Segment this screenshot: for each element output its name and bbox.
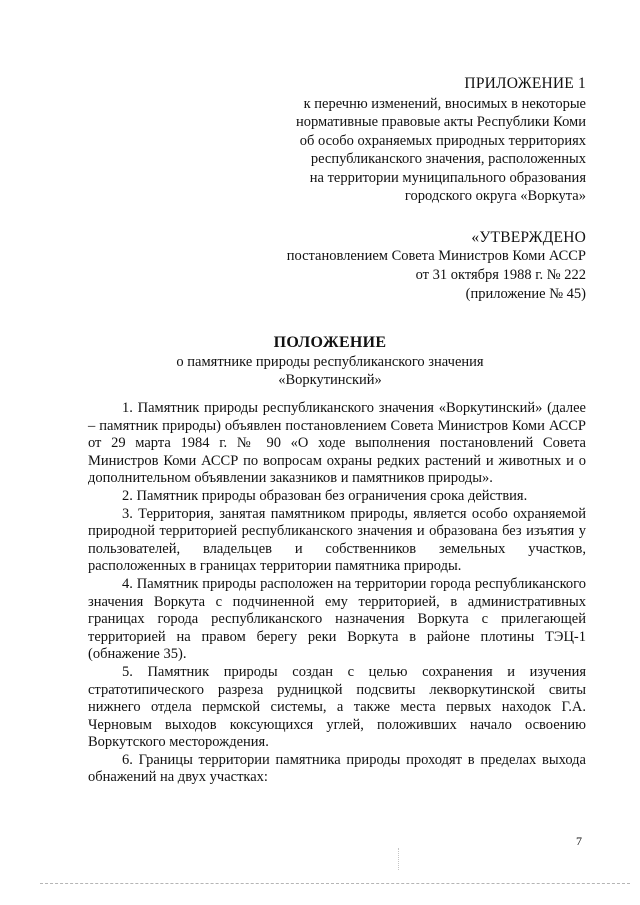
document-heading [60, 333, 600, 389]
paragraph-6: 6. Границы территории памятника природы проходят в пределах выхода обнажений на двух участках: [88, 751, 586, 786]
paragraph-2: 2. Памятник природы образован без ограничения срока действия. [122, 487, 528, 504]
document-subtitle-line: о памятнике природы республиканского значения [176, 354, 484, 370]
approval-line: (приложение № 45) [465, 286, 586, 302]
scan-artifact-line [40, 883, 630, 884]
scan-artifact-mark [398, 848, 399, 870]
appendix-line: к перечню изменений, вносимых в некоторые [303, 95, 586, 112]
approval-line: от 31 октября 1988 г. № 222 [415, 267, 586, 283]
approval-title: «УТВЕРЖДЕНО [471, 229, 586, 246]
approval-line: постановлением Совета Министров Коми АССР [286, 248, 586, 264]
appendix-line: на территории муниципального образования [309, 169, 586, 186]
page-number: 7 [576, 834, 582, 848]
appendix-line: нормативные правовые акты Республики Коми [296, 114, 586, 130]
document-subtitle-line: «Воркутинский» [278, 372, 382, 388]
appendix-title: ПРИЛОЖЕНИЕ 1 [464, 75, 586, 92]
paragraph-5: 5. Памятник природы создан с целью сохранения и изучения стратотипического разреза рудницкой подсвиты лекворкутинской свиты нижнего отдела пермской системы, а также места первых находок Г.А. Черновым выходов коксующихся углей, положивших начало освоению Воркутского месторождения. [88, 663, 586, 751]
paragraph-1: 1. Памятник природы республиканского значения «Воркутинский» (далее – памятник природы) объявлен постановлением Совета Министров Коми АССР от 29 марта 1984 г. № 90 «О ходе выполнения постановлений Совета Министров Коми АССР по вопросам охраны редких растений и животных и о дополнительном объявлении заказников и памятников природы». [88, 400, 586, 487]
appendix-line: республиканского значения, расположенных [310, 151, 586, 167]
document-title: ПОЛОЖЕНИЕ [273, 334, 387, 351]
appendix-line: об особо охраняемых природных территориях [299, 132, 586, 149]
paragraph-4: 4. Памятник природы расположен на территории города республиканского значения Воркута с подчиненной ему территорией, в административных границах города республиканского назначения Воркута с прилегающей территорией на правом берегу реки Воркута в районе плотины ТЭЦ-1 (обнажение 35). [88, 575, 586, 663]
document-body [88, 400, 586, 787]
appendix-line: городского округа «Воркута» [404, 188, 586, 204]
appendix-header [246, 75, 586, 206]
paragraph-3: 3. Территория, занятая памятником природы, является особо охраняемой природной территорией республиканского значения и образована без изъятия у пользователей, владельцев и собственников земельных участков, расположенных в границах территории памятника природы. [88, 505, 586, 575]
approval-stamp [226, 228, 586, 304]
